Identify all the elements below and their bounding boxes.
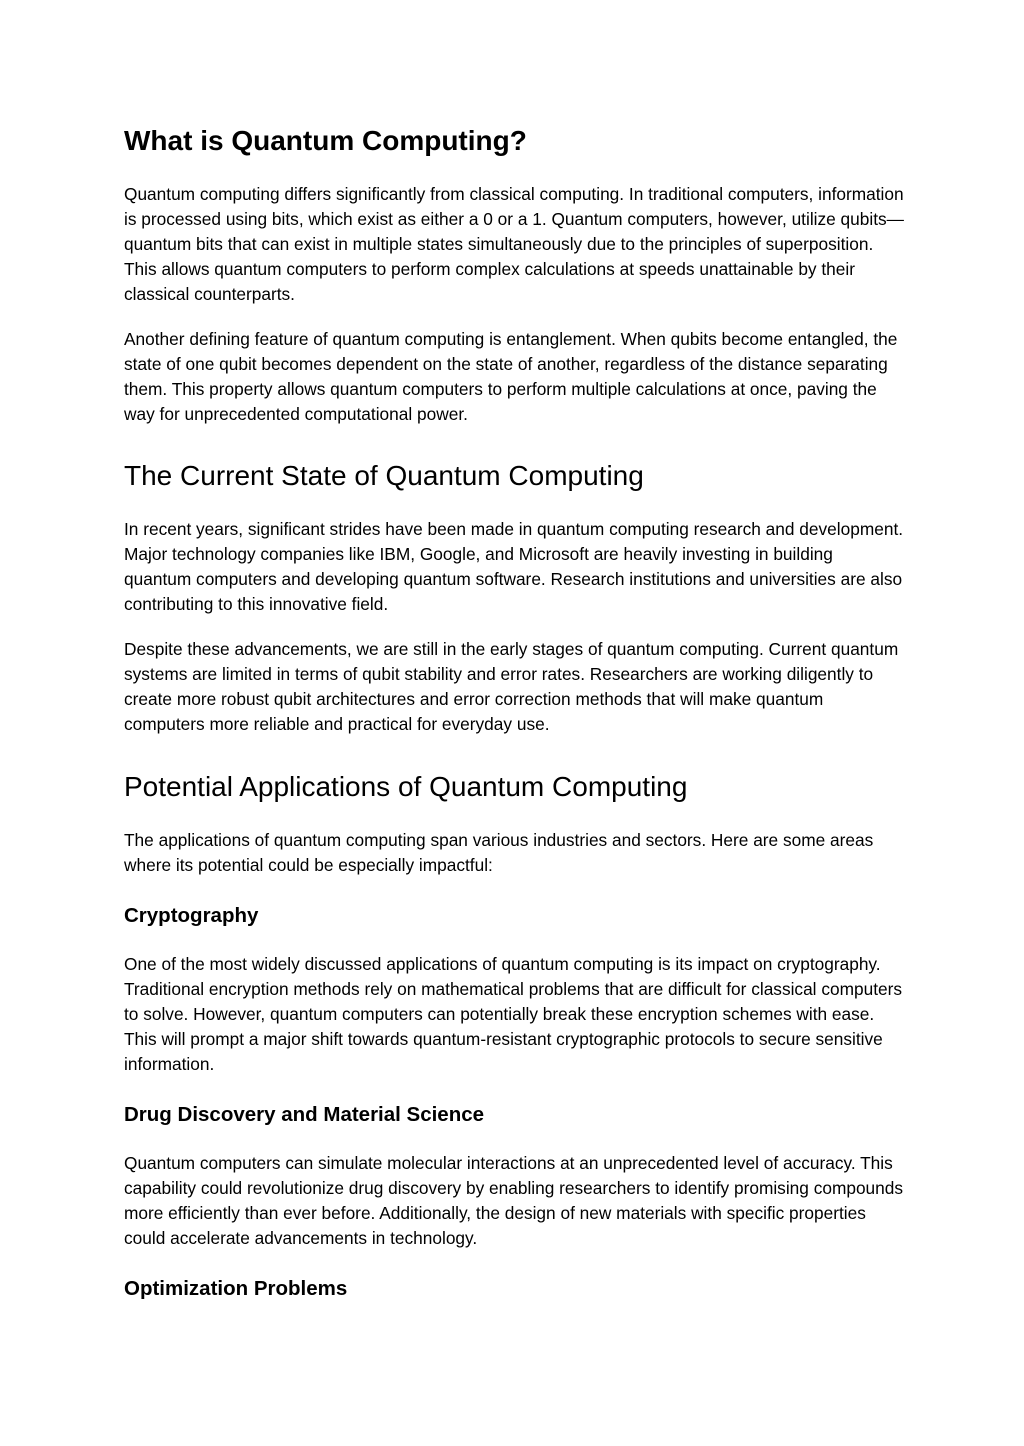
section-heading-current-state: The Current State of Quantum Computing bbox=[124, 460, 644, 491]
paragraph-recent-strides: In recent years, significant strides have been made in quantum computing research and development. Major technology companies like IBM, Google, and Microsoft are heavily investing in building quantum computers and developing quantum software. Research institutions and universities are also contributing to this innovative field. bbox=[124, 519, 904, 614]
subheading-optimization-problems: Optimization Problems bbox=[124, 1277, 348, 1300]
section-heading-what-is-quantum-computing: What is Quantum Computing? bbox=[124, 125, 527, 156]
paragraph-drug-discovery: Quantum computers can simulate molecular interactions at an unprecedented level of accuracy. This capability could revolutionize drug discovery by enabling researchers to identify promising compounds more efficiently than ever before. Additionally, the design of new materials with specific properties could accelerate advancements in technology. bbox=[124, 1153, 904, 1248]
paragraph-entanglement: Another defining feature of quantum computing is entanglement. When qubits become entangled, the state of one qubit becomes dependent on the state of another, regardless of the distance separating them. This property allows quantum computers to perform multiple calculations at once, paving the way for unprecedented computational power. bbox=[124, 329, 898, 424]
paragraph-cryptography: One of the most widely discussed applications of quantum computing is its impact on cryptography. Traditional encryption methods rely on mathematical problems that are difficult for classical computers to solve. However, quantum computers can potentially break these encryption schemes with ease. This will prompt a major shift towards quantum-resistant cryptographic protocols to secure sensitive information. bbox=[124, 954, 903, 1074]
paragraph-applications-intro: The applications of quantum computing span various industries and sectors. Here are some areas where its potential could be especially impactful: bbox=[124, 830, 874, 875]
subheading-drug-discovery: Drug Discovery and Material Science bbox=[124, 1103, 485, 1126]
subheading-cryptography: Cryptography bbox=[124, 904, 259, 927]
paragraph-early-stages: Despite these advancements, we are still in the early stages of quantum computing. Current quantum systems are limited in terms of qubit stability and error rates. Researchers are working diligently to create more robust qubit architectures and error correction methods that will make quantum computers more reliable and practical for everyday use. bbox=[124, 639, 899, 734]
section-heading-potential-applications: Potential Applications of Quantum Computing bbox=[124, 771, 688, 802]
paragraph-qubits-superposition: Quantum computing differs significantly from classical computing. In traditional computers, information is processed using bits, which exist as either a 0 or a 1. Quantum computers, however, utilize qubits—quantum bits that can exist in multiple states simultaneously due to the principles of superposition. This allows quantum computers to perform complex calculations at speeds unattainable by their classical counterparts. bbox=[124, 184, 904, 304]
